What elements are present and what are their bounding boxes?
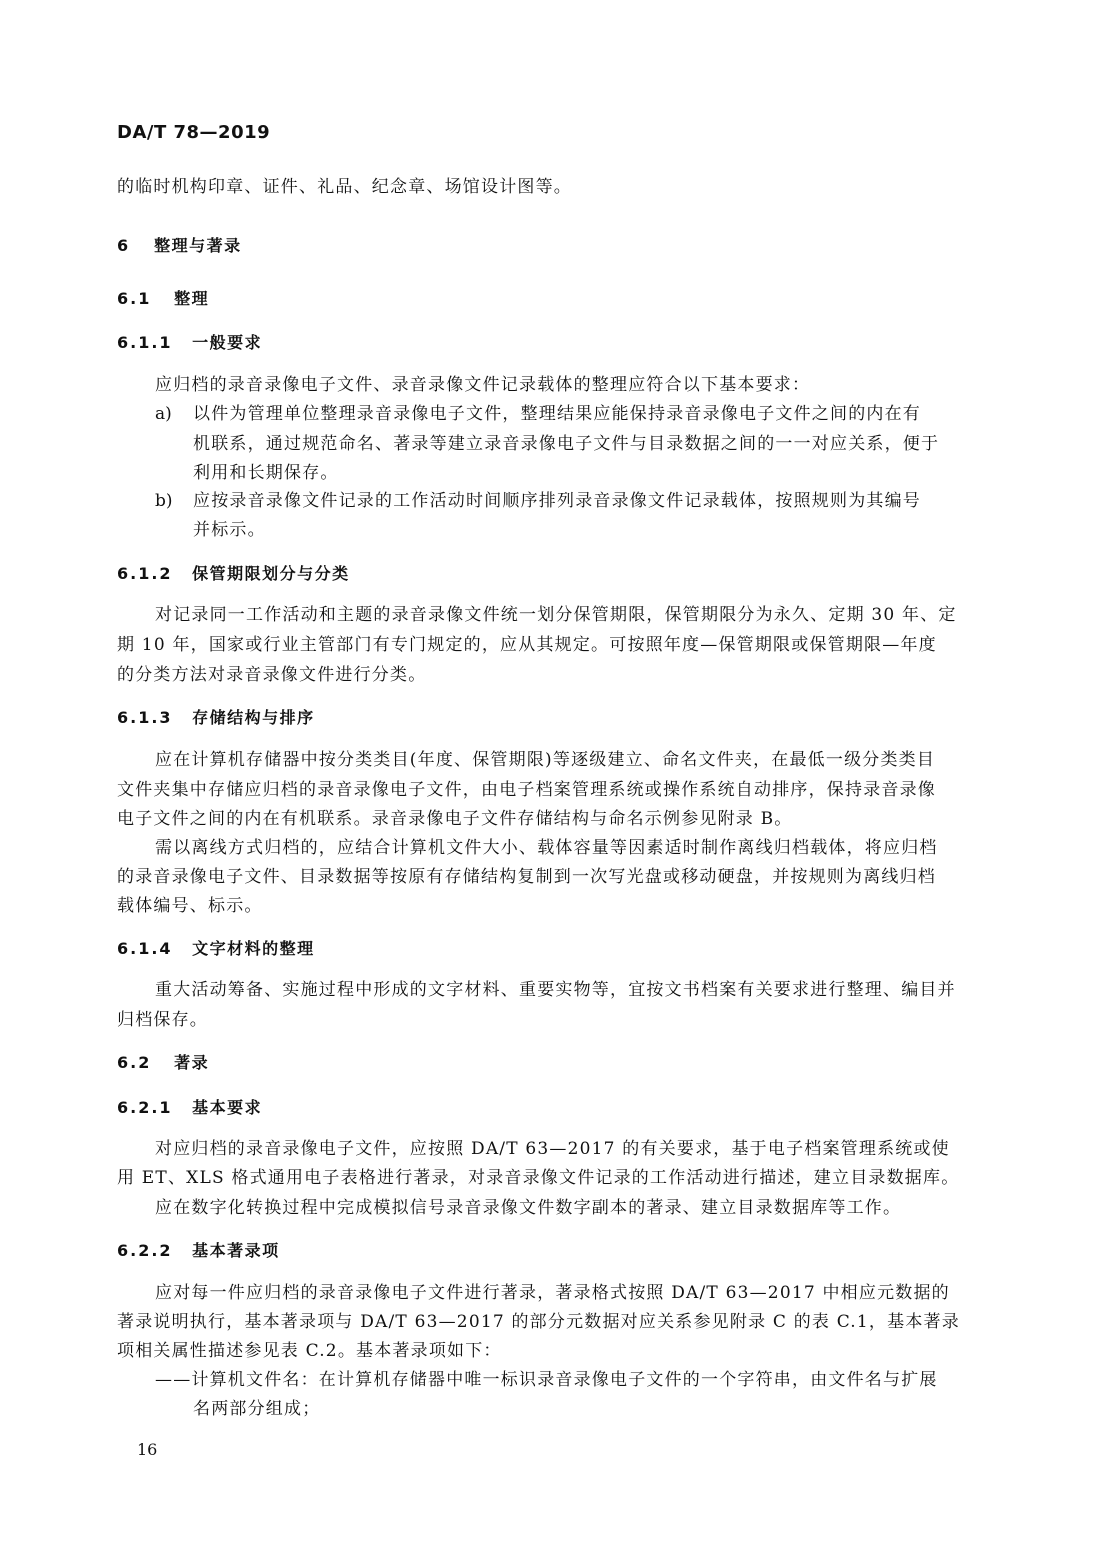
paragraph-line: 文件夹集中存储应归档的录音录像电子文件，由电子档案管理系统或操作系统自动排序，保持录音录像 — [117, 780, 936, 800]
section-number: 6.2.1 — [117, 1098, 173, 1117]
section-title: 存储结构与排序 — [192, 708, 315, 727]
paragraph-line: 项相关属性描述参见表 C.2。基本著录项如下： — [117, 1341, 502, 1361]
paragraph-line: 的录音录像电子文件、目录数据等按原有存储结构复制到一次写光盘或移动硬盘，并按规则为离线归档 — [117, 867, 936, 887]
paragraph-line: 应归档的录音录像电子文件、录音录像文件记录载体的整理应符合以下基本要求： — [155, 375, 811, 395]
paragraph-line: 用 ET、XLS 格式通用电子表格进行著录，对录音录像文件记录的工作活动进行描述，建立目录数据库。 — [117, 1168, 960, 1188]
section-title: 整理 — [174, 289, 210, 308]
section-number: 6.1.3 — [117, 708, 173, 727]
list-item-line: 以件为管理单位整理录音录像电子文件，整理结果应能保持录音录像电子文件之间的内在有 — [193, 404, 921, 424]
list-item-line: 机联系，通过规范命名、著录等建立录音录像电子文件与目录数据之间的一一对应关系，便于 — [193, 434, 940, 454]
list-item-line: 名两部分组成； — [193, 1399, 321, 1419]
paragraph-line: 应在数字化转换过程中完成模拟信号录音录像文件数字副本的著录、建立目录数据库等工作。 — [155, 1198, 902, 1218]
section-title: 基本要求 — [192, 1098, 263, 1117]
section-number: 6.1.1 — [117, 333, 173, 352]
paragraph-line: 应在计算机存储器中按分类类目(年度、保管期限)等逐级建立、命名文件夹，在最低一级分类类目 — [155, 750, 936, 770]
section-heading-6-1-4 — [117, 938, 315, 960]
section-heading-6-1 — [117, 288, 209, 310]
paragraph-line: 的临时机构印章、证件、礼品、纪念章、场馆设计图等。 — [117, 177, 572, 197]
list-item-line: 利用和长期保存。 — [193, 463, 339, 483]
section-title: 保管期限划分与分类 — [192, 564, 350, 583]
section-number: 6.2 — [117, 1053, 152, 1072]
section-number: 6.1 — [117, 289, 152, 308]
paragraph-line: 对应归档的录音录像电子文件，应按照 DA/T 63—2017 的有关要求，基于电子档案管理系统或使 — [155, 1139, 950, 1159]
section-heading-6-1-2 — [117, 563, 350, 585]
list-item-line: 并标示。 — [193, 520, 266, 540]
section-number: 6.2.2 — [117, 1241, 173, 1260]
list-item-line: ——计算机文件名：在计算机存储器中唯一标识录音录像电子文件的一个字符串，由文件名与扩展 — [155, 1370, 938, 1390]
section-number: 6.1.4 — [117, 939, 173, 958]
section-title: 文字材料的整理 — [192, 939, 315, 958]
paragraph-line: 重大活动筹备、实施过程中形成的文字材料、重要实物等，宜按文书档案有关要求进行整理、编目并 — [155, 980, 956, 1000]
list-item-line: 应按录音录像文件记录的工作活动时间顺序排列录音录像文件记录载体，按照规则为其编号 — [193, 491, 921, 511]
paragraph-line: 归档保存。 — [117, 1010, 208, 1030]
section-heading-6-2-2 — [117, 1240, 280, 1262]
paragraph-line: 著录说明执行，基本著录项与 DA/T 63—2017 的部分元数据对应关系参见附录 C 的表 C.1，基本著录 — [117, 1312, 960, 1332]
section-title: 著录 — [174, 1053, 210, 1072]
section-number: 6.1.2 — [117, 564, 173, 583]
paragraph-line: 需以离线方式归档的，应结合计算机文件大小、载体容量等因素适时制作离线归档载体，将应归档 — [155, 838, 938, 858]
paragraph-line: 对记录同一工作活动和主题的录音录像文件统一划分保管期限，保管期限分为永久、定期 30 年、定 — [155, 605, 957, 625]
list-item-label-b: b) — [155, 491, 173, 511]
section-number: 6 — [117, 236, 131, 255]
section-heading-6-1-1 — [117, 332, 262, 354]
section-title: 基本著录项 — [192, 1241, 280, 1260]
section-title: 整理与著录 — [154, 236, 242, 255]
section-heading-6-1-3 — [117, 707, 315, 729]
paragraph-line: 期 10 年，国家或行业主管部门有专门规定的，应从其规定。可按照年度—保管期限或保管期限—年度 — [117, 635, 937, 655]
paragraph-line: 的分类方法对录音录像文件进行分类。 — [117, 665, 427, 685]
paragraph-line: 应对每一件应归档的录音录像电子文件进行著录，著录格式按照 DA/T 63—2017 中相应元数据的 — [155, 1283, 950, 1303]
page-number: 16 — [137, 1440, 158, 1459]
document-standard-id: DA/T 78—2019 — [117, 122, 271, 143]
paragraph-line: 载体编号、标示。 — [117, 896, 263, 916]
section-heading-6 — [117, 235, 242, 257]
section-heading-6-2-1 — [117, 1097, 262, 1119]
section-title: 一般要求 — [192, 333, 263, 352]
section-heading-6-2 — [117, 1052, 209, 1074]
paragraph-line: 电子文件之间的内在有机联系。录音录像电子文件存储结构与命名示例参见附录 B。 — [117, 809, 793, 829]
list-item-label-a: a) — [155, 404, 172, 424]
